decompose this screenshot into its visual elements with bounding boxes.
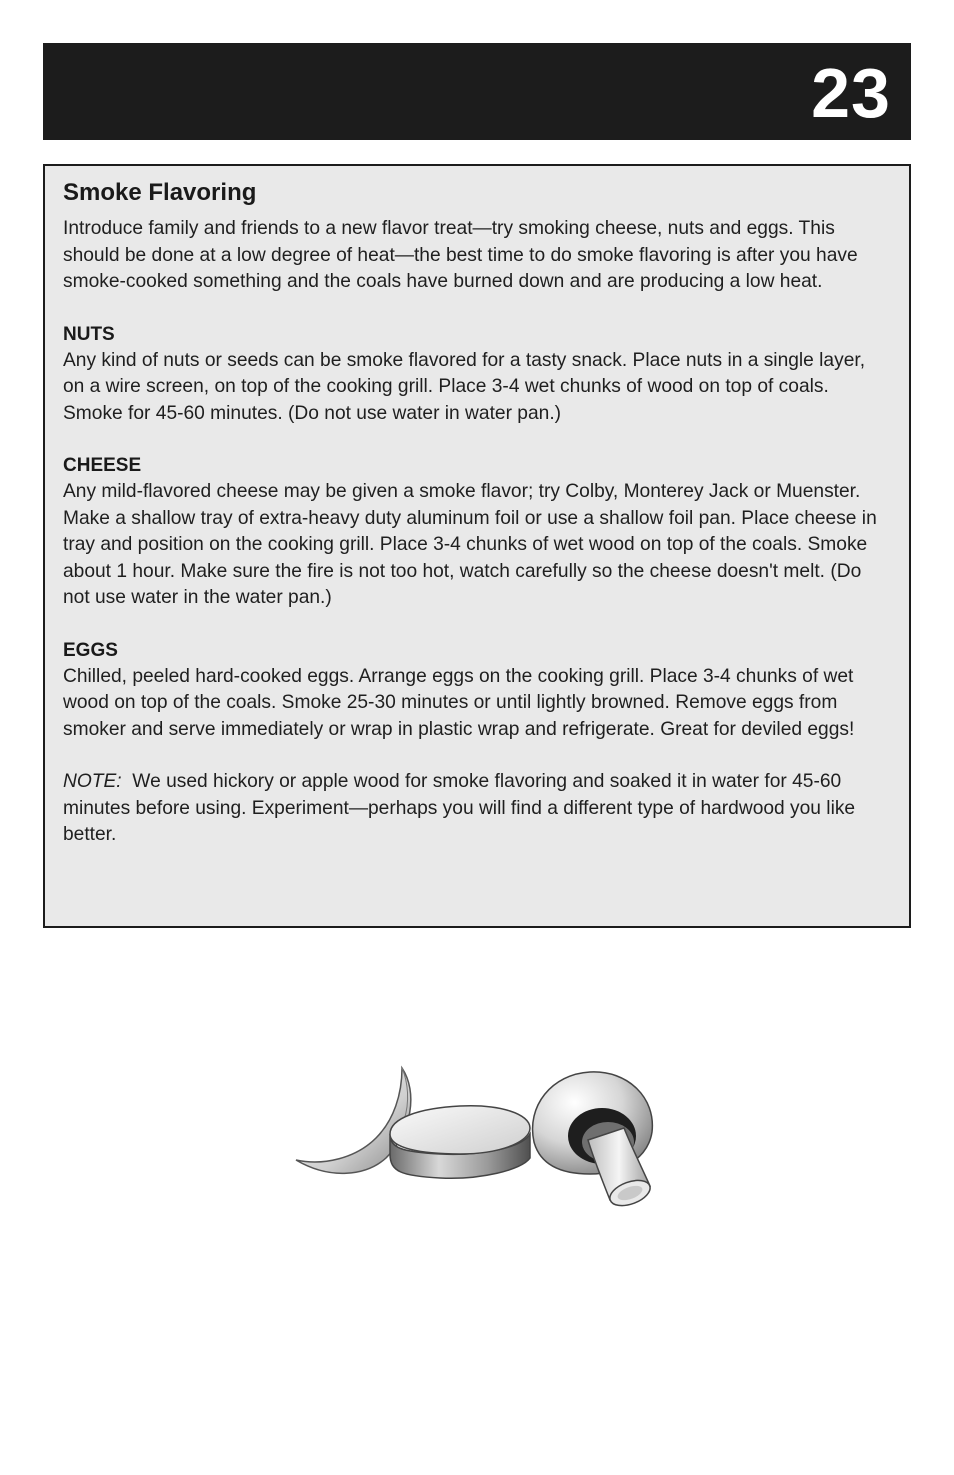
cheese-heading: CHEESE bbox=[63, 455, 142, 476]
mushroom-icon bbox=[533, 1072, 654, 1211]
note-text: We used hickory or apple wood for smoke flavoring and soaked it in water for 45-60 minutes before using. Experiment—perhaps you will find a different type of hardwood you like better. bbox=[63, 771, 861, 845]
smoke-flavoring-box bbox=[43, 164, 911, 928]
eggs-paragraph: Chilled, peeled hard-cooked eggs. Arrange eggs on the cooking grill. Place 3-4 chunks of wet wood on top of the coals. Smoke 25-30 minutes or until lightly browned. Remove eggs from smoker and serve immediately or wrap in plastic wrap and refrigerate. Great for deviled eggs! bbox=[63, 665, 855, 740]
section-title: Smoke Flavoring bbox=[63, 179, 257, 206]
note-label: NOTE: bbox=[63, 771, 122, 792]
box-content bbox=[63, 176, 883, 849]
eggs-heading: EGGS bbox=[63, 639, 118, 661]
intro-paragraph: Introduce family and friends to a new flavor treat—try smoking cheese, nuts and eggs. This should be done at a low degree of heat—the best time to do smoke flavoring is after you have smoke-cooked something and the coals have burned down and are producing a low heat. bbox=[63, 218, 858, 292]
page-number: 23 bbox=[811, 54, 891, 132]
nuts-paragraph: Any kind of nuts or seeds can be smoke flavored for a tasty snack. Place nuts in a single layer, on a wire screen, on top of the cooking grill. Place 3-4 wet chunks of wood on top of coals. Smoke for 45-60 minutes. (Do not use water in water pan.) bbox=[63, 349, 866, 424]
nuts-heading: NUTS bbox=[63, 323, 115, 345]
page-header-bar bbox=[43, 43, 911, 140]
note-paragraph bbox=[63, 769, 883, 849]
cheese-paragraph: Any mild-flavored cheese may be given a smoke flavor; try Colby, Monterey Jack or Muenster. Make a shallow tray of extra-heavy duty aluminum foil or use a shallow foil pan. Place cheese in tray and position on the cooking grill. Place 3-4 chunks of wet wood on top of the coals. Smoke about 1 hour. Make sure the fire is not too hot, watch carefully so the cheese doesn't melt. (Do not use water in the water pan.) bbox=[63, 481, 877, 608]
food-illustration-icon bbox=[290, 1062, 670, 1212]
cheese-slice-icon bbox=[390, 1106, 530, 1179]
